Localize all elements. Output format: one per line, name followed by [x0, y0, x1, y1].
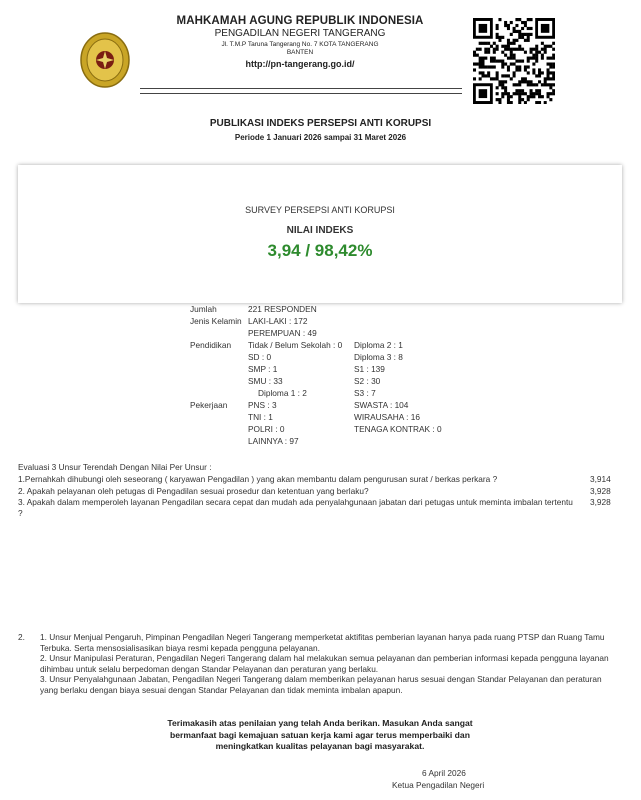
signature-role: Ketua Pengadilan Negeri — [392, 780, 485, 790]
court-website-link[interactable]: http://pn-tangerang.go.id/ — [245, 59, 355, 70]
respondents-count-value: 221 RESPONDEN — [248, 304, 317, 314]
index-score-card — [18, 165, 622, 303]
court-province: BANTEN — [286, 49, 314, 56]
thanks-line-2: bermanfaat bagi kemajuan satuan kerja kami agar terus memperbaiki dan — [170, 729, 470, 740]
occupation-item: TNI : 1 — [248, 412, 273, 422]
section-2-number: 2. — [18, 632, 25, 642]
occupation-item: SWASTA : 104 — [354, 400, 409, 410]
education-item: SD : 0 — [248, 352, 272, 362]
gender-male: LAKI-LAKI : 172 — [248, 316, 308, 326]
education-label: Pendidikan — [190, 340, 232, 350]
occupation-item: PNS : 3 — [248, 400, 277, 410]
education-item: Diploma 2 : 1 — [354, 340, 403, 350]
signature-date: 6 April 2026 — [422, 768, 466, 778]
education-item: SMU : 33 — [248, 376, 283, 386]
evaluation-score-2: 3,928 — [590, 486, 611, 496]
occupation-label: Pekerjaan — [190, 400, 228, 410]
section-2-item-2: 2. Unsur Manipulasi Peraturan, Pengadilan Negeri Tangerang dalam hal melakukan semua pelayanan dan pemberian informasi kepada pengguna layanan dihimbau untuk selalu berpedoman dengan Standar Pelayanan dan peraturan yang berlaku. — [40, 653, 609, 674]
qr-code — [473, 18, 555, 104]
index-label: NILAI INDEKS — [286, 225, 354, 236]
evaluation-score-3: 3,928 — [590, 497, 611, 507]
gender-female: PEREMPUAN : 49 — [248, 328, 317, 338]
index-value: 3,94 / 98,42% — [267, 241, 373, 260]
education-item: SMP : 1 — [248, 364, 278, 374]
education-item: S2 : 30 — [354, 376, 381, 386]
section-2-item-3: 3. Unsur Penyalahgunaan Jabatan, Pengadilan Negeri Tangerang dalam memberikan pelayanan harus sesuai dengan Standar Pelayanan dan peraturan yang berlaku dengan biaya sesuai dengan Standar Pelayanan dan tidak meminta imbalan apapun. — [40, 674, 602, 695]
publication-title: PUBLIKASI INDEKS PERSEPSI ANTI KORUPSI — [209, 118, 432, 129]
evaluation-heading: Evaluasi 3 Unsur Terendah Dengan Nilai Per Unsur : — [18, 462, 212, 472]
education-item: S1 : 139 — [354, 364, 385, 374]
respondents-count-label: Jumlah — [190, 304, 217, 314]
institution-name: MAHKAMAH AGUNG REPUBLIK INDONESIA — [176, 15, 424, 27]
occupation-item: TENAGA KONTRAK : 0 — [354, 424, 442, 434]
thanks-line-1: Terimakasih atas penilaian yang telah Anda berikan. Masukan Anda sangat — [167, 718, 473, 728]
education-item: Tidak / Belum Sekolah : 0 — [248, 340, 343, 350]
education-item: Diploma 1 : 2 — [258, 388, 307, 398]
letterhead — [140, 14, 460, 70]
education-item: S3 : 7 — [354, 388, 376, 398]
evaluation-item-3: 3. Apakah dalam memperoleh layanan Pengadilan secara cepat dan mudah ada penyalahgunaan jabatan dari petugas untuk meminta imbalan tertentu ? — [18, 497, 573, 518]
gender-label: Jenis Kelamin — [190, 316, 242, 326]
header-divider — [140, 88, 462, 94]
evaluation-item-2: 2. Apakah pelayanan oleh petugas di Pengadilan sesuai prosedur dan ketentuan yang berlaku? — [18, 486, 369, 496]
occupation-item: LAINNYA : 97 — [248, 436, 299, 446]
survey-title: SURVEY PERSEPSI ANTI KORUPSI — [245, 205, 395, 215]
section-2-item-1: 1. Unsur Menjual Pengaruh, Pimpinan Pengadilan Negeri Tangerang memperketat aktifitas pemberian layanan hanya pada ruang PTSP dan Ruang Tamu Terbuka. Serta mensosialisasikan biaya resmi kepada pengguna pelayanan. — [40, 632, 605, 653]
court-name: PENGADILAN NEGERI TANGERANG — [214, 28, 386, 40]
occupation-item: POLRI : 0 — [248, 424, 285, 434]
evaluation-score-1: 3,914 — [590, 474, 611, 484]
publication-period: Periode 1 Januari 2026 sampai 31 Maret 2026 — [234, 133, 407, 142]
court-address: Jl. T.M.P Taruna Tangerang No. 7 KOTA TANGERANG — [221, 40, 379, 48]
thanks-line-3: meningkatkan kualitas pelayanan bagi masyarakat. — [215, 741, 425, 751]
occupation-item: WIRAUSAHA : 16 — [354, 412, 420, 422]
evaluation-item-1: 1.Pernahkah dihubungi oleh seseorang ( karyawan Pengadilan ) yang akan membantu dalam pengurusan surat / berkas perkara ? — [18, 474, 498, 484]
court-emblem-logo — [80, 32, 130, 88]
thank-you-note — [140, 718, 500, 753]
education-item: Diploma 3 : 8 — [354, 352, 403, 362]
